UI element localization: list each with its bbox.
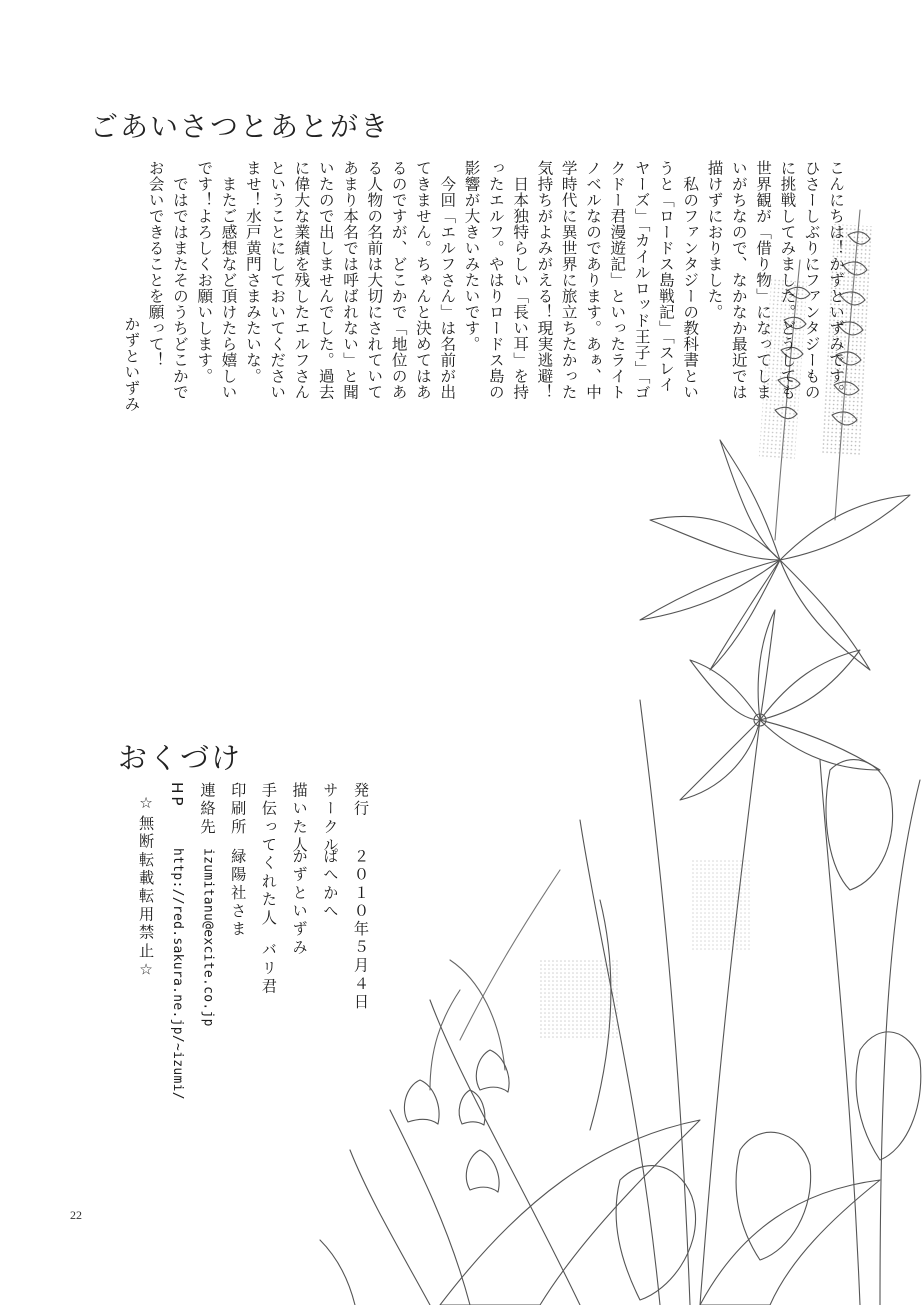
greeting-line: こんにちは！かずといずみです。 bbox=[827, 160, 845, 400]
broad-leaves bbox=[320, 1120, 880, 1305]
greeting-line: 影響が大きいみたいです。 bbox=[462, 160, 481, 352]
colophon-value: 緑陽社さま bbox=[229, 848, 248, 939]
signature: かずといずみ bbox=[122, 316, 141, 412]
homepage-url: http://red.sakura.ne.jp/~izumi/ bbox=[169, 848, 185, 1100]
greeting-line: 学時代に異世界に旅立ちたかった bbox=[559, 160, 578, 400]
colophon-label: 印刷所 bbox=[229, 782, 248, 837]
greeting-line: いがちなので、なかなか最近では bbox=[729, 160, 748, 400]
greeting-line: ったエルフ。やはりロードス島の bbox=[486, 160, 505, 400]
greeting-line: うと「ロードス島戦記」「スレイ bbox=[656, 160, 675, 393]
colophon-label: 手伝ってくれた人 bbox=[259, 782, 278, 928]
greeting-line: あまり本名では呼ばれない」と聞 bbox=[341, 160, 360, 400]
colophon-label: サークル bbox=[321, 782, 340, 855]
greeting-body bbox=[119, 160, 848, 412]
colophon-heading: おくづけ bbox=[118, 741, 243, 776]
leaf-cluster bbox=[640, 440, 910, 670]
greeting-line: ヤーズ」「カイルロッド王子」「ゴ bbox=[632, 160, 651, 401]
greeting-line: です！よろしくお願いします。 bbox=[195, 160, 214, 384]
colophon-list bbox=[130, 782, 376, 1102]
greeting-line: 私のファンタジーの教科書とい bbox=[681, 160, 700, 400]
greeting-line: ノベルなのであります。あぁ、中 bbox=[584, 160, 603, 400]
colophon-row-printer bbox=[222, 782, 253, 1102]
colophon-value: バリ君 bbox=[259, 941, 278, 997]
greeting-line: 日本独特らしい「長い耳」を持 bbox=[511, 160, 530, 400]
colophon-row-contact bbox=[192, 782, 223, 1102]
colophon-value: ぱへかへ bbox=[321, 848, 340, 921]
colophon-label: 発行 bbox=[352, 782, 370, 819]
greeting-heading: ごあいさつとあとがき bbox=[90, 109, 391, 143]
greeting-line: 世界観が「借り物」になってしま bbox=[754, 160, 773, 400]
colophon-row-circle bbox=[315, 782, 346, 1102]
colophon-row-artist bbox=[284, 782, 315, 1102]
greeting-line: 今回「エルフさん」は名前が出 bbox=[438, 160, 457, 400]
colophon-value: ２０１０年５月４日 bbox=[352, 848, 370, 1012]
colophon-label: HP bbox=[167, 782, 186, 809]
colophon-label: 描いた人 bbox=[290, 782, 309, 855]
tulip-flowers bbox=[616, 760, 921, 1300]
greeting-line: 描けずにおりました。 bbox=[705, 160, 724, 320]
contact-email: izumitanu@excite.co.jp bbox=[200, 848, 216, 1027]
greeting-line: 気持ちがよみがえる！現実逃避！ bbox=[535, 160, 554, 400]
greeting-line: またご感想など頂けたら嬉しい bbox=[219, 160, 238, 400]
greeting-line: いたので出しませんでした。過去 bbox=[316, 160, 335, 400]
colophon-row-homepage bbox=[161, 782, 192, 1102]
colophon-notice: ☆無断転載転用禁止☆ bbox=[137, 794, 156, 982]
colophon-row-published bbox=[345, 782, 376, 1102]
greeting-line: てきません。ちゃんと決めてはあ bbox=[413, 160, 432, 400]
colophon-value: かずといずみ bbox=[290, 848, 309, 958]
bell-flowers bbox=[404, 960, 509, 1192]
greeting-line: に偉大な業績を残したエルフさん bbox=[292, 160, 311, 400]
colophon-label: 連絡先 bbox=[198, 782, 217, 837]
greeting-line: る人物の名前は大切にされていて bbox=[365, 160, 384, 400]
greeting-line: るのですが、どこかで「地位のあ bbox=[389, 160, 408, 400]
greeting-line: ませ！水戸黄門さまみたいな。 bbox=[243, 160, 262, 384]
greeting-line: ひさーしぶりにファンタジーもの bbox=[802, 160, 821, 400]
colophon-row-assistant bbox=[253, 782, 284, 1102]
page-number: 22 bbox=[70, 1208, 82, 1222]
greeting-line: ではではまたそのうちどこかで bbox=[170, 160, 189, 400]
lily-flower bbox=[680, 610, 880, 800]
greeting-line: ということにしておいてください bbox=[268, 160, 287, 400]
greeting-line: に挑戦してみました。どうしても bbox=[778, 160, 797, 400]
greeting-line: クドー君漫遊記」といったライト bbox=[608, 160, 627, 400]
greeting-line: お会いできることを願って！ bbox=[146, 160, 165, 368]
